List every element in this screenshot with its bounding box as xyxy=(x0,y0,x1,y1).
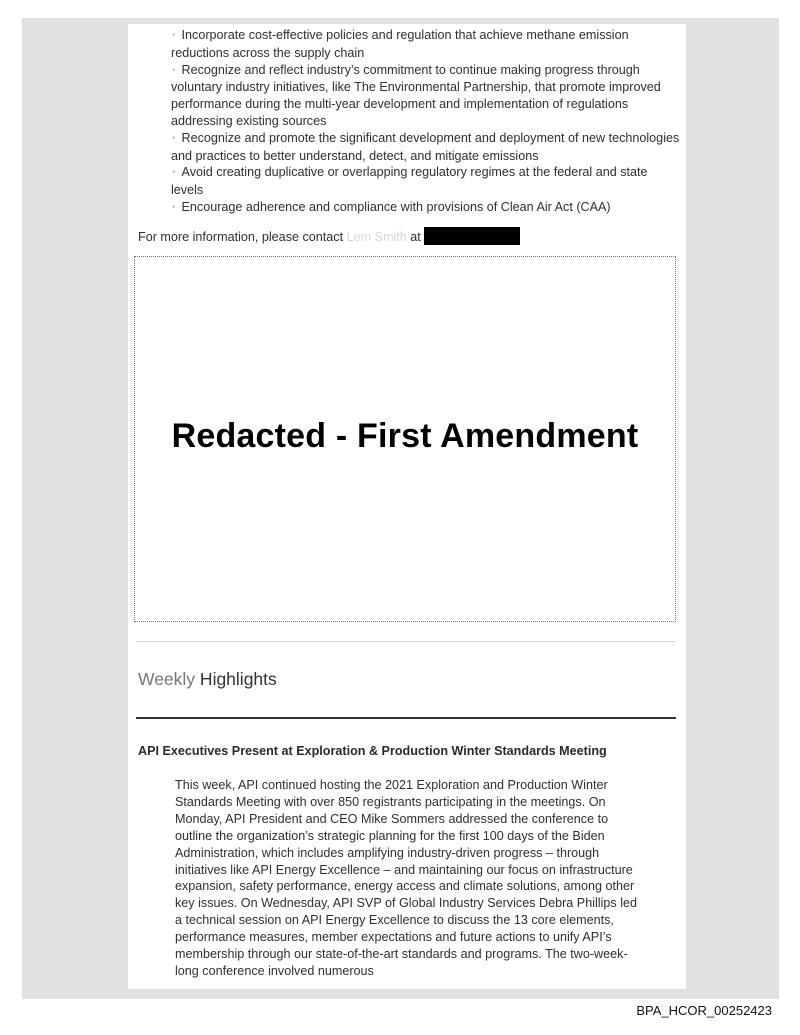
section-rule xyxy=(136,717,676,719)
bates-number: BPA_HCOR_00252423 xyxy=(636,1003,772,1018)
bullet-dot-icon: • xyxy=(172,30,176,41)
article-body: This week, API continued hosting the 2021 Exploration and Production Winter Standards Meeting with over 850 registrants participating in the meetings. On Monday, API President and CEO Mike Sommers addressed the conference to outline the organization’s strategic planning for the first 100 days of the Biden Administration, which includes amplifying industry-driven progress – through initiatives like API Energy Excellence – and maintaining our focus on infrastructure expansion, safety performance, energy access and climate solutions, among other key issues. On Wednesday, API SVP of Global Industry Services Debra Phillips led a technical session on API Energy Excellence to discuss the 13 core elements, performance measures, member expectations and future actions to unify API’s membership through our state-of-the-art standards and programs. The two-week-long conference involved numerous xyxy=(175,778,637,978)
bullet-dot-icon: • xyxy=(172,64,176,76)
redaction-label: Redacted - First Amendment xyxy=(171,417,639,455)
redacted-image-box xyxy=(134,256,676,622)
section-title: Weekly Highlights xyxy=(138,669,277,689)
bullet-item: • Encourage adherence and compliance with provisions of Clean Air Act (CAA) xyxy=(172,199,611,214)
article-title: API Executives Present at Exploration & Production Winter Standards Meeting xyxy=(138,744,607,758)
bullet-item: • Incorporate cost-effective policies and regulation that achieve methane emission reductions across the supply chain xyxy=(171,28,629,60)
bullet-dot-icon: • xyxy=(172,167,176,179)
contact-name-link[interactable]: Lem Smith xyxy=(346,230,407,244)
redaction-bar xyxy=(424,227,520,245)
bullet-item: • Recognize and reflect industry’s commitment to continue making progress through voluntary industry initiatives, like The Environmental Partnership, that promote improved performance during the multi-year development and implementation of regulations addressing existing sources xyxy=(171,62,661,128)
section-divider xyxy=(136,641,676,642)
bullet-dot-icon: • xyxy=(172,201,176,213)
email-page xyxy=(128,24,686,989)
bullet-dot-icon: • xyxy=(172,132,176,144)
bullet-list xyxy=(171,27,681,217)
contact-line: For more information, please contact Lem Smith at xyxy=(138,227,678,246)
bullet-item: • Avoid creating duplicative or overlapping regulatory regimes at the federal and state levels xyxy=(171,165,648,198)
bullet-item: • Recognize and promote the significant development and deployment of new technologies and practices to better understand, detect, and mitigate emissions xyxy=(171,130,680,163)
